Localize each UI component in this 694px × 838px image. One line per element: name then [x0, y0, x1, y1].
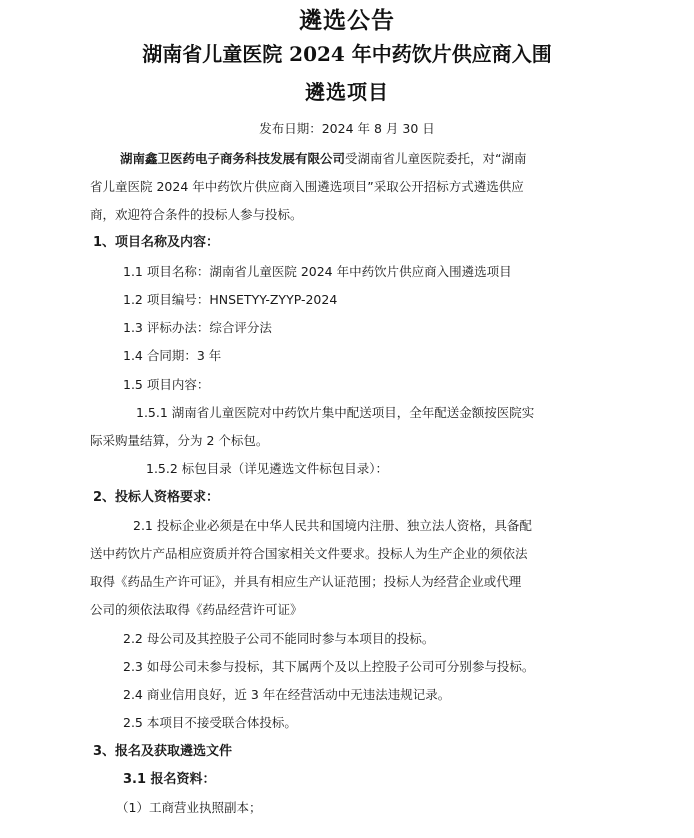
item-3-1-1: （1）工商营业执照副本； [116, 800, 262, 815]
item-2-1-line-4: 公司的须依法取得《药品经营许可证》 [90, 602, 303, 617]
item-2-1-line-3: 取得《药品生产许可证》，并具有相应生产认证范围；投标人为经营企业或代理 [90, 574, 522, 589]
item-1-5-1-line-1: 1.5.1 湖南省儿童医院对中药饮片集中配送项目，全年配送金额按医院实 [136, 405, 535, 420]
section-2-heading: 2、投标人资格要求： [93, 490, 220, 505]
doc-subtitle-1: 湖南省儿童医院 2024 年中药饮片供应商入围 [142, 42, 552, 66]
item-2-3: 2.3 如母公司未参与投标，其下属两个及以上控股子公司可分别参与投标。 [123, 659, 535, 674]
item-1-1: 1.1 项目名称：湖南省儿童医院 2024 年中药饮片供应商入围遴选项目 [123, 264, 512, 279]
item-2-5: 2.5 本项目不接受联合体投标。 [123, 715, 297, 730]
item-1-3: 1.3 评标办法：综合评分法 [123, 320, 272, 335]
intro-rest: 受湖南省儿童医院委托，对“湖南 [345, 151, 527, 166]
section-1-heading: 1、项目名称及内容： [93, 235, 220, 250]
item-2-1-line-2: 送中药饮片产品相应资质并符合国家相关文件要求。投标人为生产企业的须依法 [90, 546, 528, 561]
item-1-4: 1.4 合同期：3 年 [123, 348, 222, 363]
item-1-5: 1.5 项目内容： [123, 377, 210, 392]
intro-line-1 [120, 151, 527, 167]
item-1-5-2: 1.5.2 标包目录（详见遴选文件标包目录）： [146, 461, 389, 476]
doc-title: 遴选公告 [299, 7, 395, 34]
intro-org-name: 湖南鑫卫医药电子商务科技发展有限公司 [120, 151, 346, 166]
item-1-2: 1.2 项目编号：HNSETYY-ZYYP-2024 [123, 292, 338, 307]
intro-line-3: 商，欢迎符合条件的投标人参与投标。 [90, 207, 303, 222]
item-2-2: 2.2 母公司及其控股子公司不能同时参与本项目的投标。 [123, 631, 435, 646]
doc-subtitle-2: 遴选项目 [305, 80, 389, 104]
section-3-heading: 3、报名及获取遴选文件 [93, 744, 233, 759]
publish-date: 发布日期：2024 年 8 月 30 日 [259, 121, 435, 136]
item-2-1-line-1: 2.1 投标企业必须是在中华人民共和国境内注册、独立法人资格，具备配 [133, 518, 532, 533]
item-3-1: 3.1 报名资料： [123, 772, 216, 787]
intro-line-2: 省儿童医院 2024 年中药饮片供应商入围遴选项目”采取公开招标方式遴选供应 [90, 179, 524, 194]
item-1-5-1-line-2: 际采购量结算，分为 2 个标包。 [90, 433, 269, 448]
item-2-4: 2.4 商业信用良好，近 3 年在经营活动中无违法违规记录。 [123, 687, 451, 702]
